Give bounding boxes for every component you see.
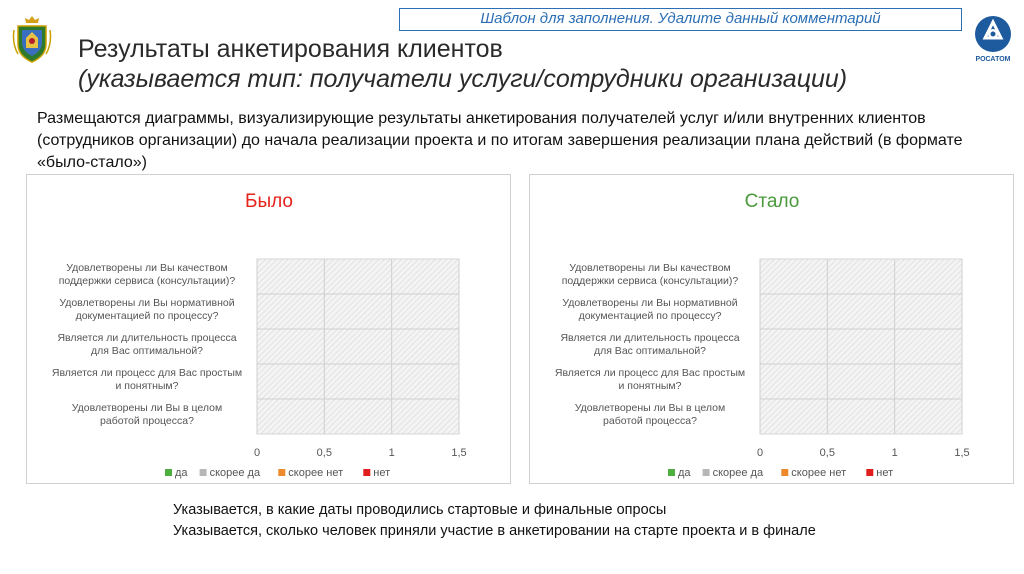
x-tick-label: 0	[253, 447, 261, 459]
page-title	[78, 34, 958, 94]
category-label: Удовлетворены ли Вы в целом работой процесса?	[71, 402, 223, 427]
x-tick-label: 0	[756, 447, 764, 459]
category-label: Удовлетворены ли Вы нормативной документацией по процессу?	[562, 297, 738, 322]
legend-swatch	[165, 469, 172, 476]
rosatom-logo	[970, 14, 1016, 70]
page-title-main: Результаты анкетирования клиентов	[78, 35, 503, 63]
category-label: Является ли процесс для Вас простым и понятным?	[51, 367, 243, 392]
legend-swatch	[703, 469, 710, 476]
footer-line-dates: Указывается, в какие даты проводились стартовые и финальные опросы	[173, 502, 667, 518]
coat-of-arms-icon	[12, 14, 52, 64]
category-label: Является ли процесс для Вас простым и понятным?	[554, 367, 746, 392]
legend-label: скорее нет	[288, 467, 344, 479]
legend-label: скорее да	[712, 467, 764, 479]
chart-title: Было	[245, 191, 293, 212]
x-tick-label: 1,5	[451, 447, 467, 459]
category-label: Является ли длительность процесса для Вас оптимальной?	[57, 332, 237, 357]
category-label: Удовлетворены ли Вы в целом работой процесса?	[574, 402, 726, 427]
legend-label: нет	[373, 467, 391, 479]
category-label: Удовлетворены ли Вы нормативной документацией по процессу?	[59, 297, 235, 322]
category-label: Удовлетворены ли Вы качеством поддержки сервиса (консультации)?	[58, 262, 236, 287]
category-label: Удовлетворены ли Вы качеством поддержки сервиса (консультации)?	[561, 262, 739, 287]
legend-swatch	[278, 469, 285, 476]
legend-label: скорее нет	[791, 467, 847, 479]
footer-notes	[173, 500, 973, 542]
footer-line-participants: Указывается, сколько человек приняли участие в анкетировании на старте проекта и в финале	[173, 523, 816, 539]
x-tick-label: 0,5	[316, 447, 332, 459]
chart-before-svg	[27, 175, 512, 485]
chart-panel-before	[26, 174, 511, 484]
legend-label: да	[678, 467, 691, 479]
plot-area	[760, 259, 962, 434]
chart-panel-after	[529, 174, 1014, 484]
page-subtitle: (указывается тип: получатели услуги/сотрудники организации)	[78, 65, 848, 93]
chart-after-svg	[530, 175, 1015, 485]
x-tick-label: 0,5	[819, 447, 835, 459]
legend-swatch	[668, 469, 675, 476]
legend-label: нет	[876, 467, 894, 479]
plot-area	[257, 259, 459, 434]
legend-label: скорее да	[209, 467, 261, 479]
template-note: Шаблон для заполнения. Удалите данный комментарий	[399, 8, 962, 31]
legend-swatch	[363, 469, 370, 476]
x-tick-label: 1	[388, 447, 395, 459]
description-text: Размещаются диаграммы, визуализирующие результаты анкетирования получателей услуг и/или внутренних клиентов (сотрудников организации) до начала реализации проекта и по итогам завершения реализации плана действий (в формате «было-стало»)	[37, 110, 963, 171]
rosatom-logo-text: РОСАТОМ	[975, 56, 1011, 63]
x-tick-label: 1,5	[954, 447, 970, 459]
legend-swatch	[200, 469, 207, 476]
legend-swatch	[781, 469, 788, 476]
rosatom-icon	[970, 14, 1016, 56]
category-label: Является ли длительность процесса для Вас оптимальной?	[560, 332, 740, 357]
x-tick-label: 1	[891, 447, 898, 459]
legend-label: да	[175, 467, 188, 479]
legend-swatch	[866, 469, 873, 476]
chart-title: Стало	[744, 191, 800, 212]
